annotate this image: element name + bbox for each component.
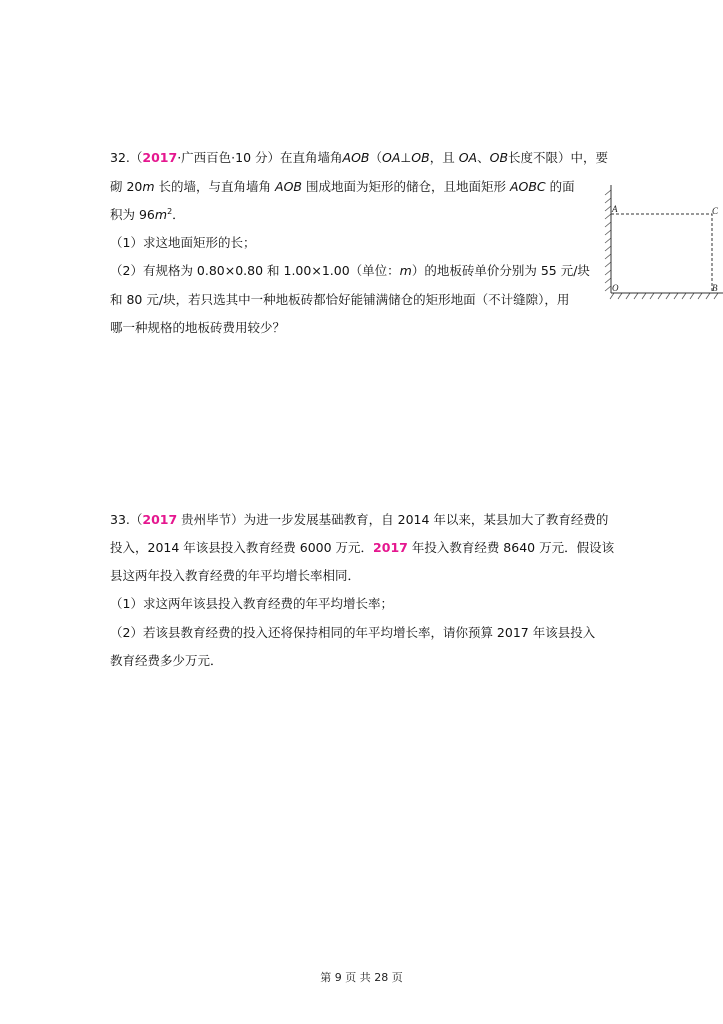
q32-part-2: （2）有规格为 0.80×0.80 和 1.00×1.00（单位：m）的地板砖单价分别为 55 元/块 bbox=[110, 263, 590, 278]
q32-number: 32. bbox=[110, 150, 130, 165]
q33-year: 2017 bbox=[142, 512, 178, 527]
q32-line-6: 和 80 元/块，若只选其中一种地板砖都恰好能铺满储仓的矩形地面（不计缝隙），用 bbox=[110, 292, 570, 307]
label-O: O bbox=[612, 283, 619, 293]
q32-line-1: 32.（2017·广西百色·10 分）在直角墙角AOB（OA⊥OB，且 OA、OB长度不限）中，要 bbox=[110, 150, 609, 165]
q33-line-3: 县这两年投入教育经费的年平均增长率相同． bbox=[110, 568, 361, 583]
q32-line-2: 砌 20m 长的墙，与直角墙角 AOB 围成地面为矩形的储仓，且地面矩形 AOBC 的面 bbox=[110, 179, 575, 194]
q32-year: 2017 bbox=[142, 150, 178, 165]
label-C: C bbox=[712, 206, 719, 216]
label-B: B bbox=[712, 283, 718, 293]
q33-line-1: 33.（2017 贵州毕节）为进一步发展基础教育，自 2014 年以来，某县加大了教育经费的 bbox=[110, 512, 609, 527]
rectangle-dashed-wall bbox=[611, 214, 712, 293]
page-footer: 第 9 页 共 28 页 bbox=[320, 971, 403, 984]
bottom-wall-hatching bbox=[610, 293, 718, 299]
left-wall-hatching bbox=[605, 190, 611, 291]
q32-part-1: （1）求这地面矩形的长； bbox=[110, 235, 256, 250]
label-A: A bbox=[612, 204, 618, 214]
q32-line-3: 积为 $96m^2$． bbox=[110, 206, 185, 222]
q33-part-2: （2）若该县教育经费的投入还将保持相同的年平均增长率，请你预算 2017 年该县投入 bbox=[110, 625, 596, 640]
q33-line-6: 教育经费多少万元． bbox=[110, 653, 223, 668]
q33-part-1: （1）求这两年该县投入教育经费的年平均增长率； bbox=[110, 596, 393, 611]
q33-number: 33. bbox=[110, 512, 130, 527]
q33-line-2: 投入，2014 年该县投入教育经费 6000 万元．2017 年投入教育经费 8640 万元．假设该 bbox=[110, 540, 615, 555]
q32-figure bbox=[602, 185, 723, 305]
q32-line-7: 哪一种规格的地板砖费用较少？ bbox=[110, 320, 286, 335]
